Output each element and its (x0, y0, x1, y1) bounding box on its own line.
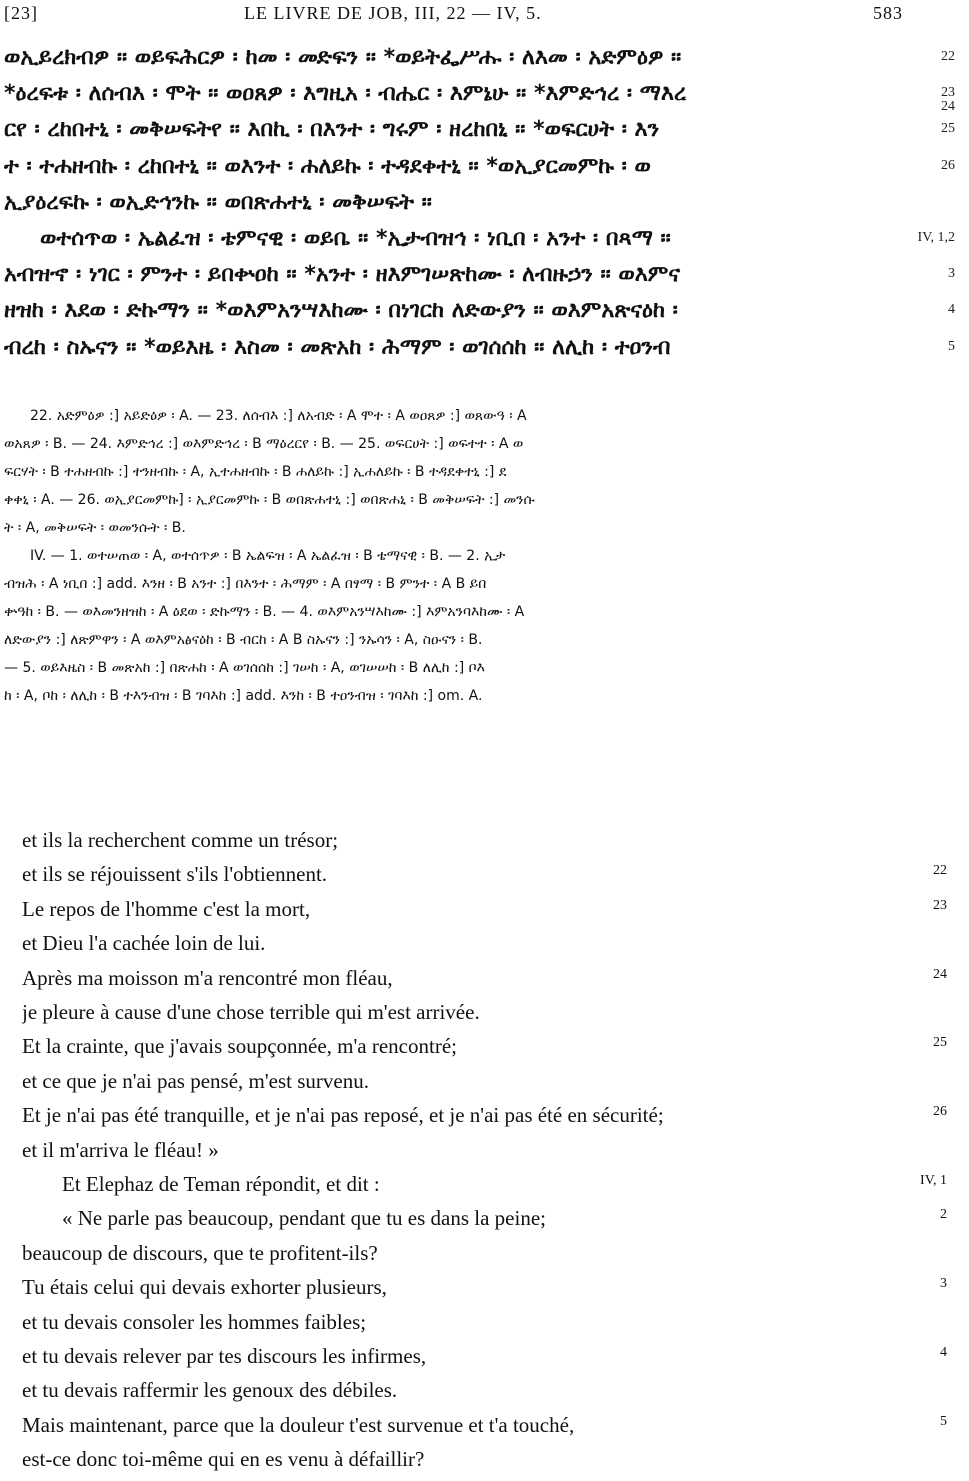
ethiopic-line-text: ኢያዕረፍኩ ፡ ወኢድኅንኩ ። ወበጽሐተኒ ፡ መቅሠፍት ። (4, 189, 432, 215)
translation-line-text: Le repos de l'homme c'est la mort, (22, 896, 311, 921)
ethiopic-line-text: ወተሰጥወ ፡ ኤልፈዝ ፡ ቴምናዊ ፡ ወይቤ ። *ኢታብዝኅ ፡ ነቢበ ፡ አንተ ፡ በጻማ ። (40, 226, 671, 251)
verse-number: IV, 1,2 (917, 230, 955, 245)
ethiopic-line (0, 149, 969, 185)
verse-number: 4 (948, 302, 955, 318)
apparatus-line-text: 22. አድምዕዎ :] አይድዕዎ ፡ A. — 23. ለሰብእ :] ለአብድ ፡ A ሞተ ፡ A ወዐጸዎ :] ወጸውዓ ፡ A (30, 408, 527, 424)
translation-line (0, 925, 969, 961)
translation-line-text: beaucoup de discours, que te profitent-ils? (22, 1240, 378, 1265)
translation-line-text: et il m'arriva le fléau! » (22, 1137, 219, 1162)
apparatus-line (0, 514, 969, 542)
translation-line-text: et ils la recherchent comme un trésor; (22, 828, 339, 852)
apparatus-line (0, 486, 969, 514)
translation-line (0, 1166, 969, 1202)
translation-line-text: Et Elephaz de Teman répondit, et dit : (62, 1172, 380, 1196)
ethiopic-line (0, 112, 969, 148)
verse-number: 23 24 (941, 85, 955, 115)
verse-number: 22 (941, 49, 955, 64)
translation-line (0, 1063, 969, 1099)
apparatus-line (0, 682, 969, 710)
translation-line (0, 1028, 969, 1064)
translation-line (0, 856, 969, 892)
translation-line-text: je pleure à cause d'une chose terrible qui m'est arrivée. (22, 1000, 480, 1024)
ethiopic-line-text: አብዝኆ ፡ ነገር ፡ ምንተ ፡ ይበቍዐከ ። *አንተ ፡ ዘእምገሠጽከሙ ፡ ለብዙኃን ። ወእምና (4, 262, 681, 288)
apparatus-line-text: — 5. ወይእዜስ ፡ B መጽአከ :] በጽሐከ ፡ A ወገሰሰከ :] ገሠከ ፡ A, ወገሠሠከ ፡ B ለሊከ :] ቦእ (4, 660, 485, 676)
translation-line (0, 891, 969, 927)
verse-number: 22 (933, 863, 947, 879)
verse-number: 25 (933, 1035, 947, 1051)
ethiopic-line (0, 293, 969, 329)
verse-number: 5 (948, 338, 955, 354)
translation-line (0, 1235, 969, 1271)
translation-line (0, 822, 969, 858)
apparatus-line-text: ብዝሕ ፡ A ነቢበ :] add. እንዘ ፡ B አንተ :] በእንተ ፡ ሕማም ፡ A በፃማ ፡ B ምንተ ፡ A B ይበ (4, 576, 487, 592)
verse-number: 3 (940, 1276, 947, 1292)
verse-number: 24 (933, 966, 947, 982)
verse-number: 25 (941, 121, 955, 137)
apparatus-line-text: ቀቀኒ ፡ A. — 26. ወኢያርመምኩ] ፡ ኢያርመምኩ ፡ B ወበጽሐተኒ :] ወበጽሐኒ ፡ B መቅሠፍት :] መንሱ (4, 492, 535, 508)
translation-line (0, 994, 969, 1030)
translation-line (0, 1304, 969, 1340)
apparatus-line (0, 542, 969, 570)
translation-line (0, 1132, 969, 1168)
apparatus-line-text: ቍዓከ ፡ B. — ወእመንዘዝከ ፡ A ዕደወ ፡ ድኩማን ፡ B. — 4. ወእምአንሣእከሙ :] እምአንባእከሙ ፡ A (4, 604, 525, 620)
verse-number: 26 (941, 157, 955, 173)
verse-number: 26 (933, 1104, 947, 1120)
verse-number: 5 (940, 1413, 947, 1429)
translation-line (0, 1097, 969, 1133)
page-number: 583 (873, 3, 903, 23)
ethiopic-line (0, 221, 969, 257)
ethiopic-line (0, 76, 969, 115)
translation-line (0, 1407, 969, 1443)
ethiopic-line (0, 330, 969, 366)
apparatus-line (0, 402, 969, 430)
verse-number: 3 (948, 266, 955, 282)
ethiopic-line (0, 185, 969, 221)
ethiopic-line-text: ወኢይረክብዎ ። ወይፍሕርዎ ፡ ከመ ፡ መድፍን ። *ወይትፌሥሑ ፡ ለእመ ፡ አድምዕዎ ። (4, 45, 682, 70)
translation-line-text: et Dieu l'a cachée loin de lui. (22, 931, 266, 956)
header-section-number: [23] (4, 3, 38, 23)
translation-line-text: et tu devais raffermir les genoux des débiles. (22, 1378, 398, 1403)
translation-line-text: et tu devais consoler les hommes faibles; (22, 1309, 367, 1334)
verse-number: 4 (940, 1345, 947, 1360)
translation-line (0, 1269, 969, 1305)
running-header (0, 0, 969, 24)
translation-line-text: Après ma moisson m'a rencontré mon fléau, (22, 965, 393, 990)
translation-line (0, 1200, 969, 1236)
apparatus-line-text: ፍርሃት ፡ B ተሐዘብኩ :] ተንዘብኩ ፡ A, ኢተሐዘብኩ ፡ B ሐለይኩ :] ኢሐለይኩ ፡ B ተዳደቀተኒ :] ደ (4, 464, 507, 480)
translation-line-text: Tu étais celui qui devais exhorter plusieurs, (22, 1275, 387, 1300)
apparatus-line-text: ለድውያን :] ለጽምዋን ፡ A ወእምአፅናዕከ ፡ B ብርከ ፡ A B ስኡናን :] ንኡሳን ፡ A, ስዑናን ፡ B. (4, 632, 483, 648)
apparatus-line-text: ት ፡ A, መቅሠፍት ፡ ወመንሱት ፡ B. (4, 520, 186, 536)
apparatus-line-text: ወአጸዎ ፡ B. — 24. እምድኅረ :] ወእምድኅረ ፡ B ማዕረርየ ፡ B. — 25. ወፍርሀት :] ወፍተተ ፡ A ወ (4, 436, 524, 452)
ethiopic-line (0, 40, 969, 76)
apparatus-line (0, 570, 969, 598)
translation-line (0, 1338, 969, 1374)
translation-line-text: et ils se réjouissent s'ils l'obtiennent. (22, 862, 328, 887)
apparatus-line (0, 654, 969, 682)
ethiopic-line-text: ብረከ ፡ ስኡናን ። *ወይእዜ ፡ እስመ ፡ መጽአከ ፡ ሕማም ፡ ወገሰሰከ ። ለሊከ ፡ ተዐንብ (4, 334, 671, 360)
translation-line (0, 1441, 969, 1477)
header-title: LE LIVRE DE JOB, III, 22 — IV, 5. (244, 3, 542, 23)
translation-line (0, 960, 969, 996)
ethiopic-line-text: ዘዝከ ፡ እደወ ፡ ድኩማን ። *ወእምአንሣእከሙ ፡ በነገርከ ለድውያን ። ወእምአጽናዕከ ፡ (4, 298, 678, 324)
ethiopic-line-text: *ዕረፍቱ ፡ ለሰብእ ፡ ሞት ። ወዐጸዎ ፡ እግዚአ ፡ ብሔር ፡ እምኔሁ ። *እምድኅረ ፡ ማእረ (4, 81, 687, 107)
ethiopic-line (0, 257, 969, 293)
apparatus-line (0, 430, 969, 458)
verse-number: IV, 1 (920, 1173, 947, 1188)
translation-line-text: et ce que je n'ai pas pensé, m'est survenu. (22, 1068, 369, 1093)
translation-line-text: Et je n'ai pas été tranquille, et je n'ai pas reposé, et je n'ai pas été en sécurité; (22, 1103, 664, 1128)
ethiopic-line-text: ርየ ፡ ረከበተኒ ፡ መቅሠፍትየ ። እበኪ ፡ በእንተ ፡ ግሩም ፡ ዘረከበኒ ። *ወፍርሀት ፡ እን (4, 117, 660, 143)
translation-line-text: Mais maintenant, parce que la douleur t'est survenue et t'a touché, (22, 1412, 575, 1437)
translation-line-text: et tu devais relever par tes discours les infirmes, (22, 1344, 427, 1368)
translation-line-text: Et la crainte, que j'avais soupçonnée, m'a rencontré; (22, 1034, 457, 1059)
ethiopic-line-text: ተ ፡ ተሐዘብኩ ፡ ረከበተኒ ። ወእንተ ፡ ሐለይኩ ፡ ተዳደቀተኒ ። *ወኢያርመምኩ ፡ ወ (4, 153, 651, 179)
apparatus-line (0, 458, 969, 486)
translation-line-text: « Ne parle pas beaucoup, pendant que tu es dans la peine; (62, 1206, 546, 1231)
apparatus-line (0, 598, 969, 626)
verse-number: 2 (940, 1207, 947, 1223)
apparatus-line-text: ከ ፡ A, ቦከ ፡ ለሊከ ፡ B ተእንብዝ ፡ B ገባእከ :] add. እንከ ፡ B ተዐንብዝ ፡ ገባእከ :] om. A. (4, 688, 483, 704)
apparatus-line-text: IV. — 1. ወተሠጠወ ፡ A, ወተሰጥዎ ፡ B ኤልፍዝ ፡ A ኤልፈዝ ፡ B ቴማናዊ ፡ B. — 2. ኢታ (30, 548, 506, 564)
translation-line (0, 1372, 969, 1408)
translation-line-text: est-ce donc toi-même qui en es venu à défaillir? (22, 1447, 425, 1472)
verse-number: 23 (933, 897, 947, 913)
apparatus-line (0, 626, 969, 654)
